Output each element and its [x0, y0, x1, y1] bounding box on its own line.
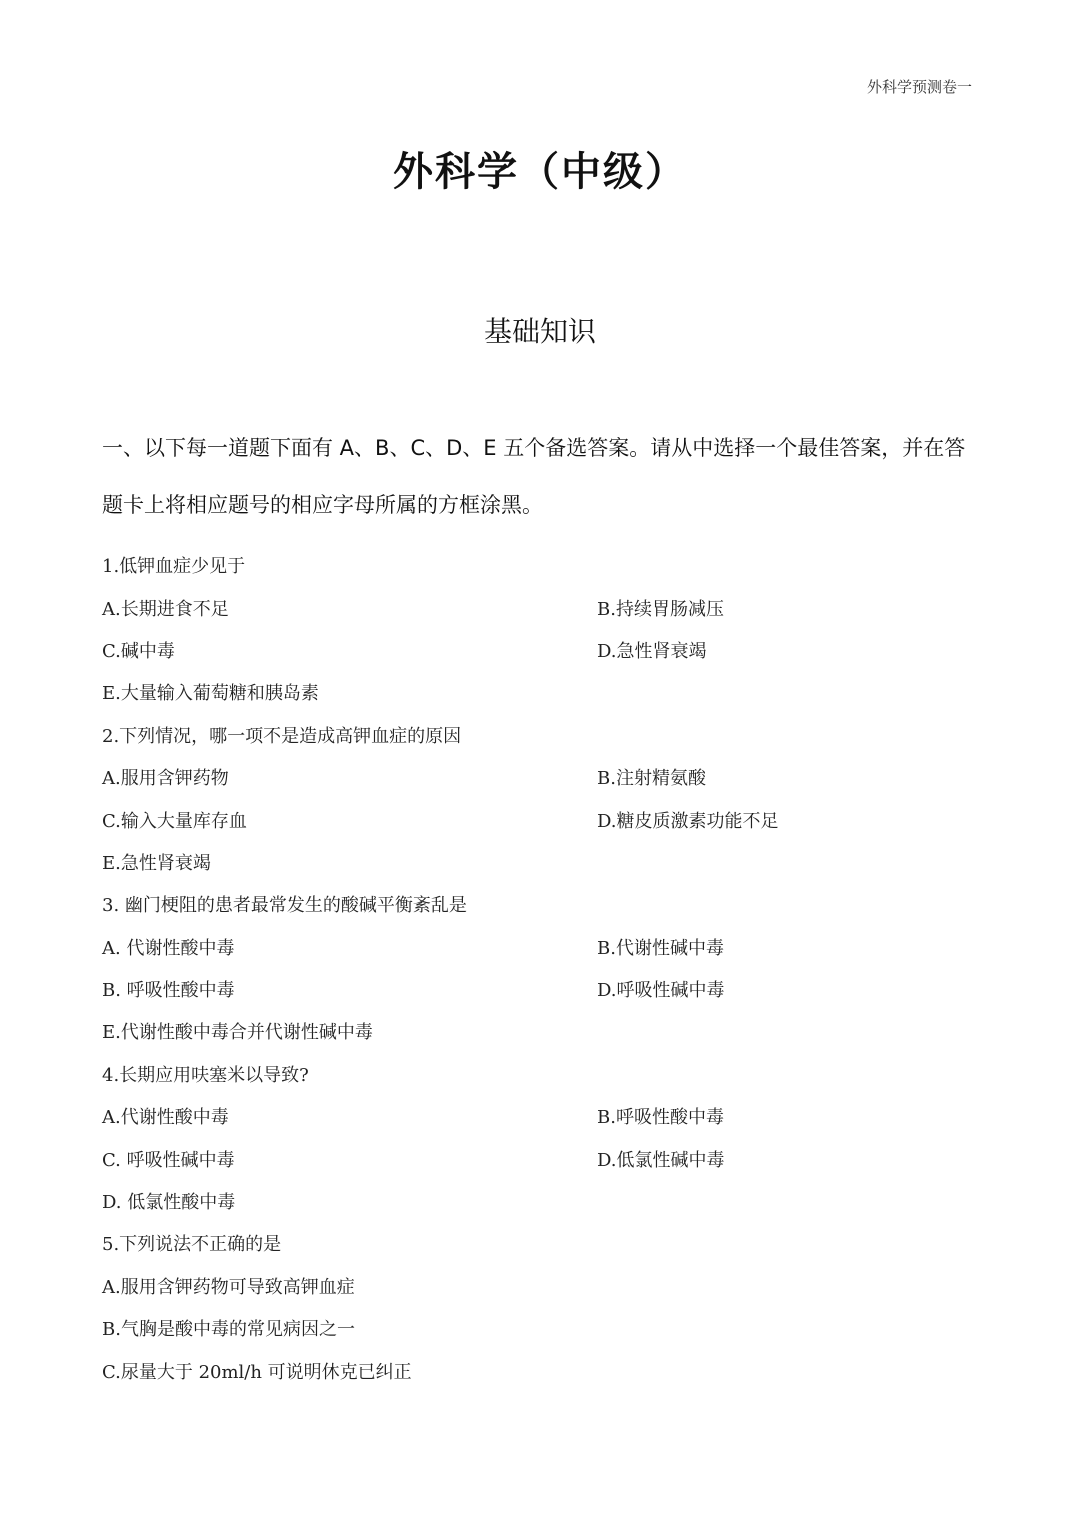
question-list	[102, 544, 982, 1392]
option-row	[102, 1137, 982, 1179]
question-5-stem: 5.下列说法不正确的是	[102, 1234, 282, 1256]
page-title: 外科学（中级）	[393, 149, 687, 195]
question-3-option-c: B. 呼吸性酸中毒	[102, 980, 235, 1002]
question-2-option-d: D.糖皮质激素功能不足	[597, 810, 779, 832]
question-3-option-e: E.代谢性酸中毒合并代谢性碱中毒	[102, 1022, 373, 1044]
option-row	[102, 1349, 982, 1391]
option-row	[102, 586, 982, 628]
option-row	[102, 1010, 982, 1052]
question-3-option-d: D.呼吸性碱中毒	[597, 980, 725, 1002]
question-5-option-a: A.服用含钾药物可导致高钾血症	[102, 1276, 355, 1298]
question-stem	[102, 544, 982, 586]
question-stem	[102, 1053, 982, 1095]
question-1-option-b: B.持续胃肠减压	[597, 598, 724, 620]
question-4-option-c: C. 呼吸性碱中毒	[102, 1149, 235, 1171]
question-1-option-d: D.急性肾衰竭	[597, 640, 707, 662]
question-5-option-c: C.尿量大于 20ml/h 可说明休克已纠正	[102, 1361, 412, 1383]
option-row	[102, 1095, 982, 1137]
header-tag: 外科学预测卷一	[866, 78, 972, 96]
question-1-stem: 1.低钾血症少见于	[102, 556, 246, 578]
question-2-stem: 2.下列情况，哪一项不是造成高钾血症的原因	[102, 725, 462, 747]
question-2-option-e: E.急性肾衰竭	[102, 852, 211, 874]
question-stem	[102, 1222, 982, 1264]
question-1-option-c: C.碱中毒	[102, 640, 175, 662]
option-row	[102, 756, 982, 798]
question-stem	[102, 714, 982, 756]
question-4-option-b: B.呼吸性酸中毒	[597, 1107, 724, 1129]
question-2-option-a: A.服用含钾药物	[102, 768, 229, 790]
option-row	[102, 629, 982, 671]
section-instruction: 一、以下每一道题下面有 A、B、C、D、E 五个备选答案。请从中选择一个最佳答案，并在答题卡上将相应题号的相应字母所属的方框涂黑。	[102, 436, 966, 517]
question-3-stem: 3. 幽门梗阻的患者最常发生的酸碱平衡紊乱是	[102, 895, 467, 917]
option-row	[102, 968, 982, 1010]
option-row	[102, 926, 982, 968]
section-subtitle: 基础知识	[483, 315, 596, 348]
question-stem	[102, 883, 982, 925]
question-2-option-b: B.注射精氨酸	[597, 768, 706, 790]
question-2-option-c: C.输入大量库存血	[102, 810, 247, 832]
question-3-option-b: B.代谢性碱中毒	[597, 937, 724, 959]
option-row	[102, 798, 982, 840]
question-4-option-d: D.低氯性碱中毒	[597, 1149, 725, 1171]
option-row	[102, 841, 982, 883]
question-5-option-b: B.气胸是酸中毒的常见病因之一	[102, 1319, 355, 1341]
question-4-stem: 4.长期应用呋塞米以导致?	[102, 1064, 309, 1086]
question-1-option-a: A.长期进食不足	[102, 598, 229, 620]
question-4-option-a: A.代谢性酸中毒	[102, 1107, 229, 1129]
option-row	[102, 1180, 982, 1222]
question-1-option-e: E.大量输入葡萄糖和胰岛素	[102, 683, 319, 705]
option-row	[102, 1307, 982, 1349]
option-row	[102, 1265, 982, 1307]
question-4-option-e: D. 低氯性酸中毒	[102, 1192, 236, 1214]
question-3-option-a: A. 代谢性酸中毒	[102, 937, 235, 959]
option-row	[102, 671, 982, 713]
